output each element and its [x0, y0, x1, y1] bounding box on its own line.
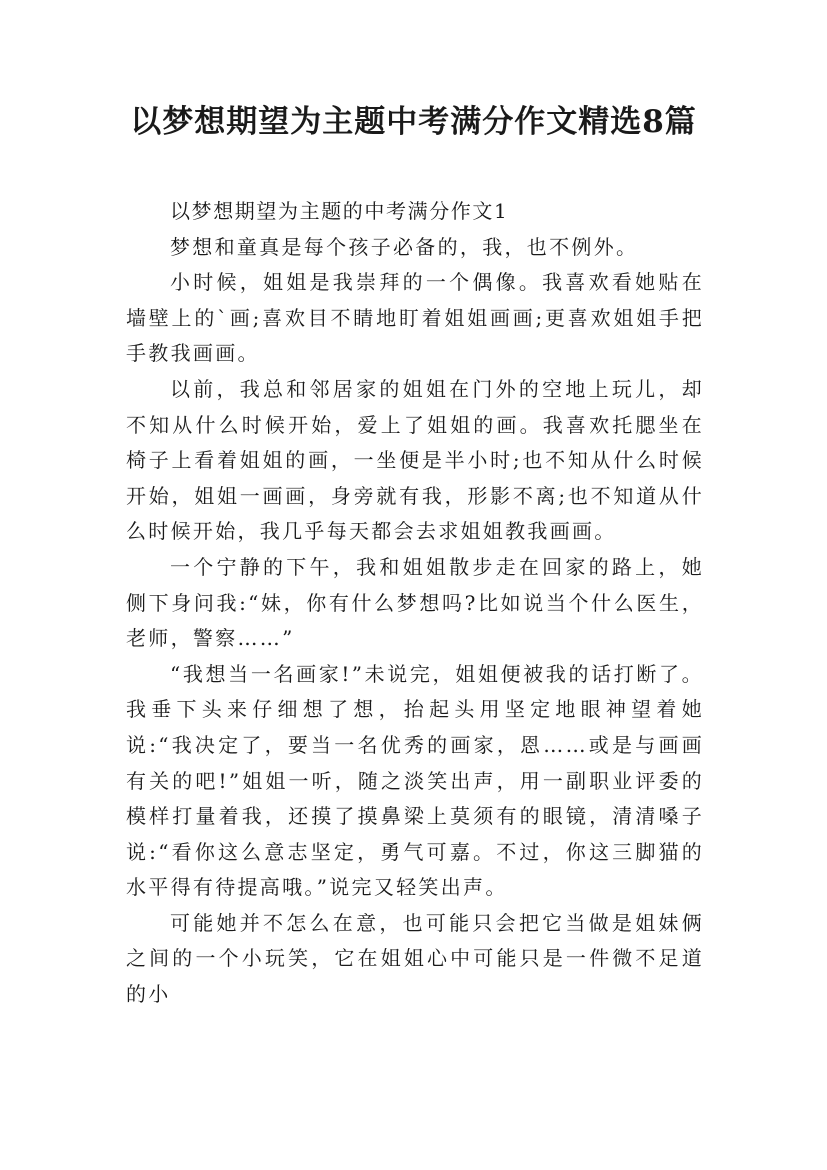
paragraph: 一个宁静的下午，我和姐姐散步走在回家的路上，她侧下身问我:“妹，你有什么梦想吗?比如说当个什么医生，老师，警察……”: [126, 554, 704, 651]
paragraph: 以前，我总和邻居家的姐姐在门外的空地上玩儿，却不知从什么时候开始，爱上了姐姐的画。我喜欢托腮坐在椅子上看着姐姐的画，一坐便是半小时;也不知从什么时候开始，姐姐一画画，身旁就有我，形影不离;也不知道从什么时候开始，我几乎每天都会去求姐姐教我画画。: [126, 376, 704, 544]
essay-subtitle: 以梦想期望为主题的中考满分作文1: [170, 199, 509, 223]
paragraph: 梦想和童真是每个孩子必备的，我，也不例外。: [170, 234, 639, 259]
paragraph: “我想当一名画家!”未说完，姐姐便被我的话打断了。我垂下头来仔细想了想，抬起头用坚定地眼神望着她说:“我决定了，要当一名优秀的画家，恩……或是与画画有关的吧!”姐姐一听，随之淡笑出声，用一副职业评委的模样打量着我，还摸了摸鼻梁上莫须有的眼镜，清清嗓子说:“看你这么意志坚定，勇气可嘉。不过，你这三脚猫的水平得有待提高哦。”说完又轻笑出声。: [126, 661, 704, 900]
document-body: [126, 194, 704, 1013]
paragraph: 小时候，姐姐是我崇拜的一个偶像。我喜欢看她贴在墙壁上的`画;喜欢目不睛地盯着姐姐画画;更喜欢姐姐手把手教我画画。: [126, 270, 704, 366]
paragraph: 可能她并不怎么在意，也可能只会把它当做是姐妹俩之间的一个小玩笑，它在姐姐心中可能只是一件微不足道的小: [126, 910, 704, 1007]
document-title: 以梦想期望为主题中考满分作文精选8篇: [130, 104, 697, 140]
